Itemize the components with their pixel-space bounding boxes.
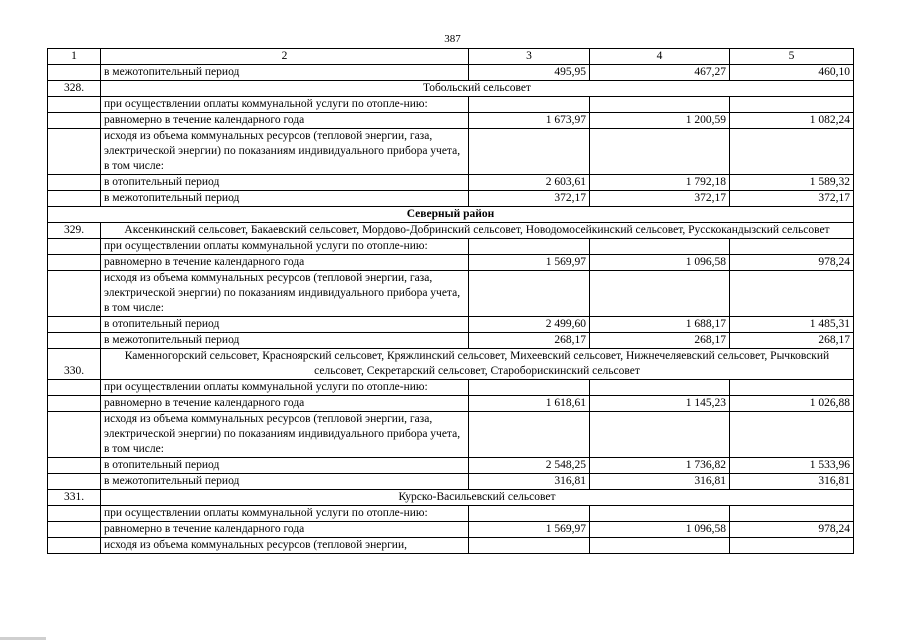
- row-label: равномерно в течение календарного года: [101, 255, 469, 271]
- table-row: [48, 239, 854, 255]
- value-cell: [590, 97, 730, 113]
- row-number: 329.: [48, 223, 101, 239]
- table-row: [48, 396, 854, 412]
- row-label: исходя из объема коммунальных ресурсов (тепловой энергии, газа, электрической энергии) по показаниям индивидуального прибора учета, в том числе:: [101, 271, 469, 317]
- row-label: при осуществлении оплаты коммунальной услуги по отопле-нию:: [101, 239, 469, 255]
- section-title-row: [48, 490, 854, 506]
- table-row: [48, 271, 854, 317]
- column-header: 1: [48, 49, 101, 65]
- value-cell: 316,81: [469, 474, 590, 490]
- row-number: [48, 333, 101, 349]
- value-cell: 1 589,32: [730, 175, 854, 191]
- row-label: исходя из объема коммунальных ресурсов (тепловой энергии, газа, электрической энергии) по показаниям индивидуального прибора учета, в том числе:: [101, 412, 469, 458]
- value-cell: 1 082,24: [730, 113, 854, 129]
- table-row: [48, 538, 854, 554]
- value-cell: 372,17: [730, 191, 854, 207]
- value-cell: [590, 412, 730, 458]
- value-cell: [469, 239, 590, 255]
- row-number: 331.: [48, 490, 101, 506]
- row-number: [48, 474, 101, 490]
- value-cell: [590, 271, 730, 317]
- row-label: при осуществлении оплаты коммунальной услуги по отопле-нию:: [101, 506, 469, 522]
- value-cell: 1 533,96: [730, 458, 854, 474]
- value-cell: [590, 129, 730, 175]
- value-cell: 1 618,61: [469, 396, 590, 412]
- section-title-row: [48, 81, 854, 97]
- row-number: [48, 271, 101, 317]
- table-row: [48, 113, 854, 129]
- row-number: [48, 113, 101, 129]
- value-cell: 268,17: [730, 333, 854, 349]
- value-cell: 495,95: [469, 65, 590, 81]
- value-cell: 978,24: [730, 522, 854, 538]
- row-label: равномерно в течение календарного года: [101, 396, 469, 412]
- row-label: равномерно в течение календарного года: [101, 113, 469, 129]
- section-title: Аксенкинский сельсовет, Бакаевский сельсовет, Мордово-Добринский сельсовет, Новодомосейкинский сельсовет, Русскокандызский сельсовет: [101, 223, 854, 239]
- value-cell: 1 026,88: [730, 396, 854, 412]
- table-row: [48, 65, 854, 81]
- table-row: [48, 317, 854, 333]
- row-number: [48, 255, 101, 271]
- value-cell: [730, 538, 854, 554]
- row-number: 330.: [48, 349, 101, 380]
- value-cell: [469, 412, 590, 458]
- row-number: [48, 412, 101, 458]
- district-row: [48, 207, 854, 223]
- value-cell: 2 548,25: [469, 458, 590, 474]
- value-cell: [590, 506, 730, 522]
- row-label: исходя из объема коммунальных ресурсов (тепловой энергии, газа, электрической энергии) по показаниям индивидуального прибора учета, в том числе:: [101, 129, 469, 175]
- section-title: Каменногорский сельсовет, Красноярский сельсовет, Кряжлинский сельсовет, Михеевский сельсовет, Нижнечеляевский сельсовет, Рычковский сельсовет, Секретарский сельсовет, Староборискинский сельсовет: [101, 349, 854, 380]
- value-cell: [730, 129, 854, 175]
- value-cell: 268,17: [590, 333, 730, 349]
- value-cell: 460,10: [730, 65, 854, 81]
- value-cell: 268,17: [469, 333, 590, 349]
- table-row: [48, 129, 854, 175]
- value-cell: 1 200,59: [590, 113, 730, 129]
- row-number: [48, 506, 101, 522]
- row-number: [48, 380, 101, 396]
- row-number: [48, 239, 101, 255]
- row-number: [48, 458, 101, 474]
- column-header: 3: [469, 49, 590, 65]
- table-row: [48, 97, 854, 113]
- row-number: [48, 522, 101, 538]
- value-cell: 1 736,82: [590, 458, 730, 474]
- table-row: [48, 255, 854, 271]
- value-cell: 1 096,58: [590, 255, 730, 271]
- table-row: [48, 380, 854, 396]
- value-cell: [730, 412, 854, 458]
- value-cell: 1 485,31: [730, 317, 854, 333]
- value-cell: 372,17: [590, 191, 730, 207]
- row-number: 328.: [48, 81, 101, 97]
- value-cell: [469, 129, 590, 175]
- value-cell: [469, 538, 590, 554]
- row-number: [48, 317, 101, 333]
- value-cell: 1 145,23: [590, 396, 730, 412]
- section-title: Курско-Васильевский сельсовет: [101, 490, 854, 506]
- row-label: при осуществлении оплаты коммунальной услуги по отопле-нию:: [101, 97, 469, 113]
- section-title-row: [48, 223, 854, 239]
- row-number: [48, 191, 101, 207]
- value-cell: [730, 239, 854, 255]
- value-cell: [469, 271, 590, 317]
- value-cell: 978,24: [730, 255, 854, 271]
- value-cell: [590, 538, 730, 554]
- column-header: 5: [730, 49, 854, 65]
- value-cell: [590, 239, 730, 255]
- page-number: 387: [444, 33, 461, 45]
- value-cell: 1 569,97: [469, 522, 590, 538]
- row-number: [48, 538, 101, 554]
- table-row: [48, 474, 854, 490]
- row-label: в межотопительный период: [101, 474, 469, 490]
- value-cell: 467,27: [590, 65, 730, 81]
- row-label: в отопительный период: [101, 317, 469, 333]
- district-title: Северный район: [48, 207, 854, 223]
- row-number: [48, 65, 101, 81]
- value-cell: [730, 97, 854, 113]
- value-cell: 1 688,17: [590, 317, 730, 333]
- section-title: Тобольский сельсовет: [101, 81, 854, 97]
- value-cell: 316,81: [730, 474, 854, 490]
- row-number: [48, 129, 101, 175]
- row-label: в отопительный период: [101, 458, 469, 474]
- table-row: [48, 458, 854, 474]
- table-row: [48, 175, 854, 191]
- row-label: в отопительный период: [101, 175, 469, 191]
- row-label: исходя из объема коммунальных ресурсов (тепловой энергии,: [101, 538, 469, 554]
- value-cell: [469, 506, 590, 522]
- row-label: равномерно в течение календарного года: [101, 522, 469, 538]
- value-cell: 316,81: [590, 474, 730, 490]
- table-row: [48, 522, 854, 538]
- value-cell: 1 096,58: [590, 522, 730, 538]
- row-number: [48, 396, 101, 412]
- row-number: [48, 97, 101, 113]
- row-label: в межотопительный период: [101, 65, 469, 81]
- value-cell: 1 792,18: [590, 175, 730, 191]
- value-cell: 1 673,97: [469, 113, 590, 129]
- table-header-row: [48, 49, 854, 65]
- column-header: 2: [101, 49, 469, 65]
- value-cell: 2 499,60: [469, 317, 590, 333]
- row-label: при осуществлении оплаты коммунальной услуги по отопле-нию:: [101, 380, 469, 396]
- value-cell: [730, 380, 854, 396]
- section-title-row: [48, 349, 854, 380]
- table-row: [48, 333, 854, 349]
- column-header: 4: [590, 49, 730, 65]
- value-cell: [469, 380, 590, 396]
- table-row: [48, 412, 854, 458]
- table-row: [48, 191, 854, 207]
- value-cell: [730, 506, 854, 522]
- value-cell: 1 569,97: [469, 255, 590, 271]
- value-cell: [469, 97, 590, 113]
- row-label: в межотопительный период: [101, 191, 469, 207]
- table-row: [48, 506, 854, 522]
- tariff-table: [47, 48, 854, 554]
- value-cell: 2 603,61: [469, 175, 590, 191]
- row-label: в межотопительный период: [101, 333, 469, 349]
- row-number: [48, 175, 101, 191]
- value-cell: 372,17: [469, 191, 590, 207]
- value-cell: [590, 380, 730, 396]
- value-cell: [730, 271, 854, 317]
